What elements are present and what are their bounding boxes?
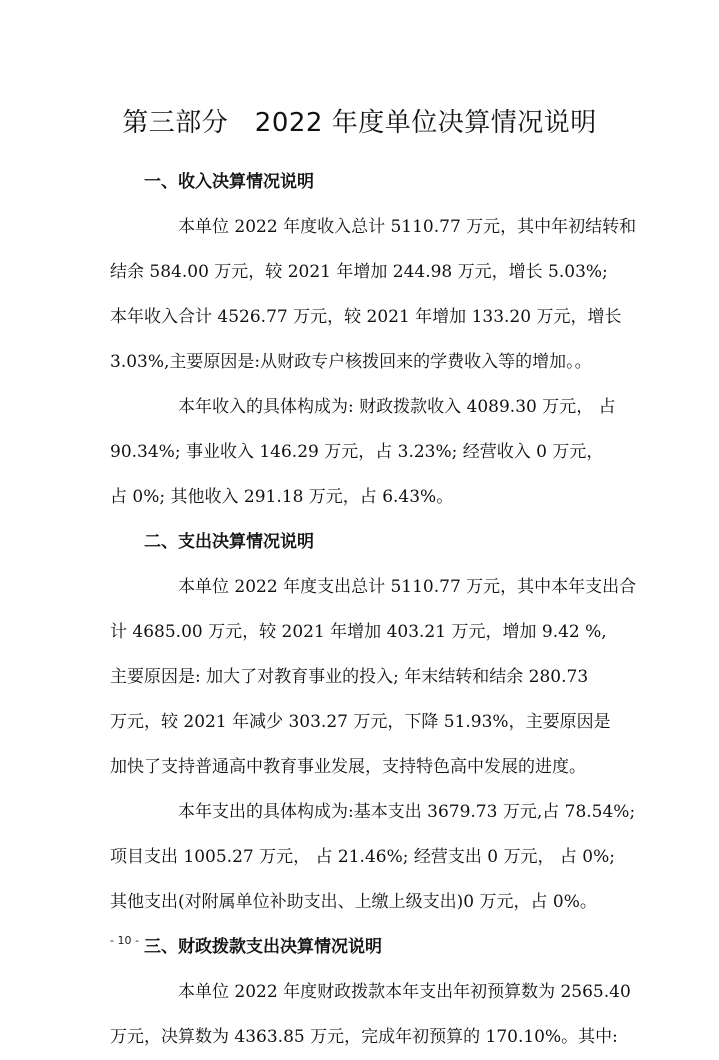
page-number: - 10 -	[110, 934, 139, 947]
paragraph-expenditure-composition	[110, 790, 636, 925]
paragraph-line: 占 0%; 其他收入 291.18 万元，占 6.43%。	[110, 487, 454, 507]
paragraph-line: 万元，较 2021 年减少 303.27 万元，下降 51.93%，主要原因是	[110, 712, 611, 732]
document-body	[110, 160, 637, 1060]
paragraph-line: 90.34%; 事业收入 146.29 万元，占 3.23%; 经营收入 0 万元，	[110, 442, 604, 462]
paragraph-line: 3.03%,主要原因是:从财政专户核拨回来的学费收入等的增加。。	[110, 352, 592, 372]
paragraph-line: 本单位 2022 年度支出总计 5110.77 万元，其中本年支出合	[178, 577, 637, 597]
paragraph-line: 本单位 2022 年度财政拨款本年支出年初预算数为 2565.40	[178, 982, 631, 1002]
paragraph-line: 本年收入合计 4526.77 万元，较 2021 年增加 133.20 万元，增长	[110, 307, 622, 327]
section-heading-income: 一、收入决算情况说明	[144, 172, 314, 192]
paragraph-line: 主要原因是: 加大了对教育事业的投入; 年末结转和结余 280.73	[110, 667, 589, 687]
section-heading-fiscal-expenditure: 三、财政拨款支出决算情况说明	[144, 937, 382, 957]
paragraph-line: 项目支出 1005.27 万元， 占 21.46%; 经营支出 0 万元， 占 0%;	[110, 847, 615, 867]
paragraph-income-composition	[110, 385, 616, 520]
paragraph-line: 计 4685.00 万元，较 2021 年增加 403.21 万元，增加 9.42 %,	[110, 622, 607, 642]
section-heading-expenditure: 二、支出决算情况说明	[144, 532, 314, 552]
paragraph-line: 本单位 2022 年度收入总计 5110.77 万元，其中年初结转和	[178, 217, 637, 237]
paragraph-line: 其他支出(对附属单位补助支出、上缴上级支出)0 万元，占 0%。	[110, 892, 597, 912]
paragraph-line: 万元，决算数为 4363.85 万元，完成年初预算的 170.10%。其中:	[110, 1027, 618, 1047]
paragraph-fiscal-budget	[110, 970, 631, 1060]
paragraph-line: 结余 584.00 万元，较 2021 年增加 244.98 万元，增长 5.03%;	[110, 262, 608, 282]
paragraph-income-total	[110, 205, 637, 385]
paragraph-line: 本年支出的具体构成为:基本支出 3679.73 万元,占 78.54%;	[178, 802, 636, 822]
paragraph-line: 本年收入的具体构成为: 财政拨款收入 4089.30 万元， 占	[178, 397, 616, 417]
paragraph-expenditure-total	[110, 565, 637, 790]
page-title: 第三部分 2022 年度单位决算情况说明	[122, 108, 597, 139]
paragraph-line: 加快了支持普通高中教育事业发展，支持特色高中发展的进度。	[110, 757, 586, 777]
